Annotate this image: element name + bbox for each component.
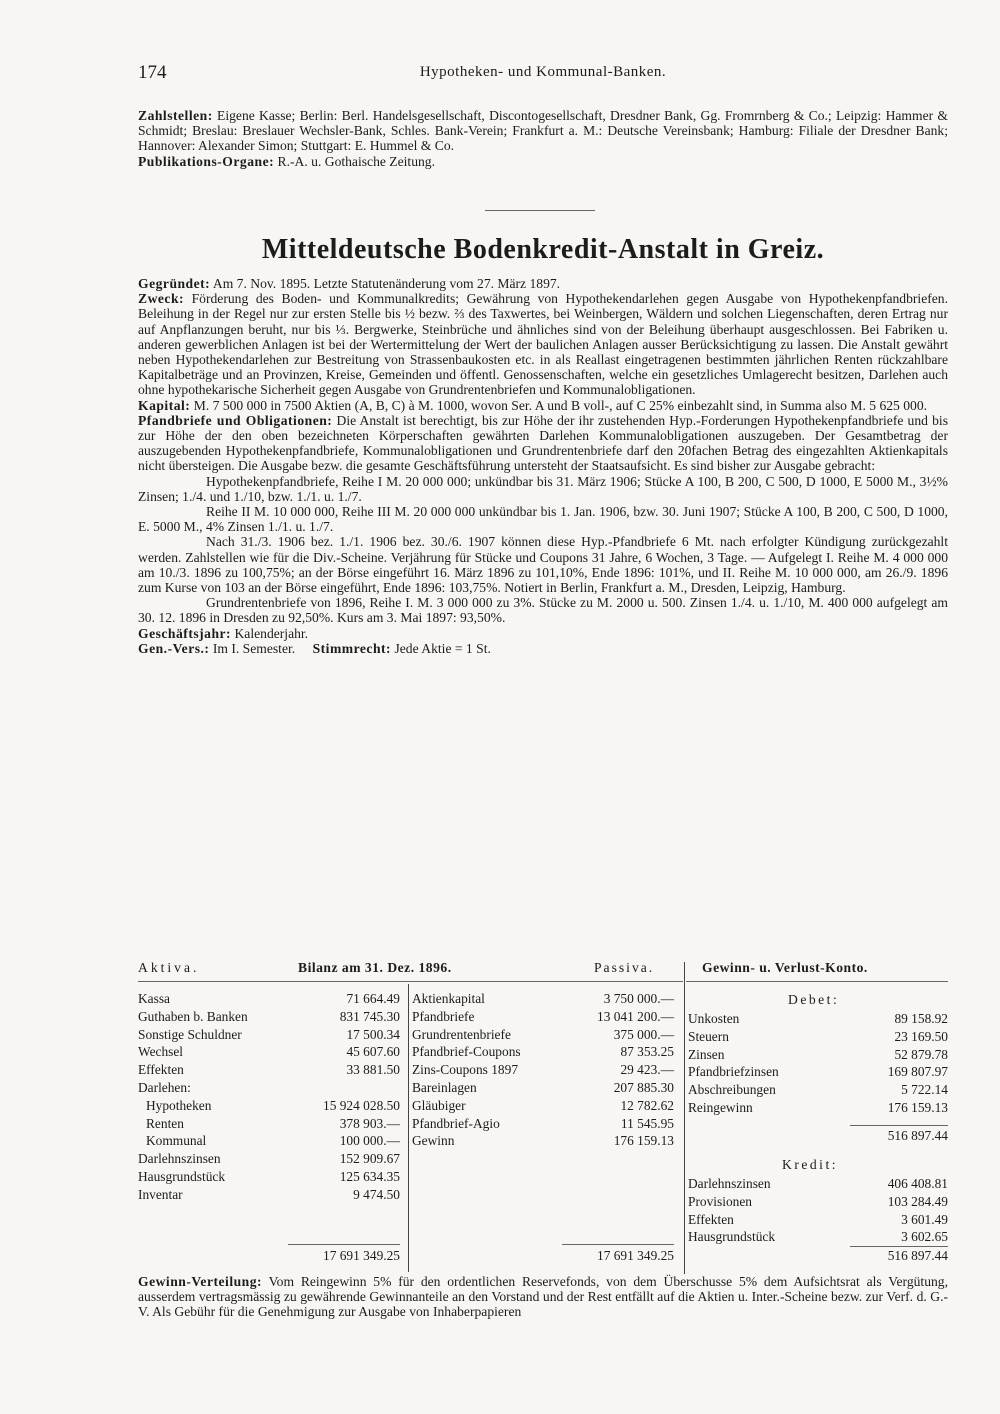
row-value: 15 924 028.50 <box>323 1097 400 1113</box>
table-row <box>138 1150 400 1168</box>
table-row <box>688 1028 948 1046</box>
pfandbriefe-label: Pfandbriefe und Obligationen: <box>138 412 333 428</box>
kredit-total: 516 897.44 <box>887 1248 948 1263</box>
aktiva-total-rule <box>288 1244 400 1245</box>
passiva-total-rule <box>562 1244 674 1245</box>
row-value: 3 601.49 <box>901 1211 948 1227</box>
row-label: Unkosten <box>688 1011 740 1026</box>
row-label: Hypotheken <box>146 1097 212 1113</box>
table-row <box>412 990 674 1008</box>
kapital-label: Kapital: <box>138 397 191 413</box>
row-value: 87 353.25 <box>620 1044 674 1060</box>
pfandbriefe-text: Die Anstalt ist berechtigt, bis zur Höhe der ihr zustehenden Hyp.-Forderungen Hypothekenpfandbriefe und bis zur Höhe der den oben bezeichneten Körperschaften gewährten Darlehen Kommunalobligationen auszugeben. Der Gesamtbetrag der auszugebenden Hypothekenpfandbriefe, Kommunalobligationen und Grundrentenbriefe darf den 20fachen Betrag des eingezahlten Aktienkapitals nicht übersteigen. Die Ausgabe bezw. die gesamte Geschäftsführung untersteht der Staatsaufsicht. Es sind bisher zur Ausgabe gebracht: <box>138 412 948 474</box>
gv-column-divider <box>684 962 685 1274</box>
zahlstellen-text: Eigene Kasse; Berlin: Berl. Handelsgesellschaft, Discontogesellschaft, Dresdner Bank, Gg. Fromrnberg & Co.; Leipzig: Hammer & Schmidt; Breslau: Breslauer Wechsler-Bank, Schles. Bank-Verein; Frankfurt a. M.: Deutsche Vereinsbank; Hamburg: Filiale der Dresdner Bank; Hannover: Alexander Simon; Stuttgart: E. Hummel & Co. <box>138 108 949 154</box>
passiva-label: Passiva. <box>594 960 655 975</box>
aktiva-table <box>138 990 400 1204</box>
row-label: Renten <box>146 1115 184 1131</box>
row-label: Darlehnszinsen <box>688 1176 771 1191</box>
row-value: 17 500.34 <box>346 1026 400 1042</box>
row-value: 378 903.— <box>339 1115 400 1131</box>
gegruendet-text: Am 7. Nov. 1895. Letzte Statutenänderung vom 27. März 1897. <box>212 276 561 291</box>
table-row <box>138 1115 400 1133</box>
row-value: 831 745.30 <box>339 1008 400 1024</box>
row-value: 176 159.13 <box>613 1133 674 1149</box>
row-label: Bareinlagen <box>412 1079 477 1095</box>
geschaeftsjahr-text: Kalenderjahr. <box>234 625 309 641</box>
table-row <box>138 1132 400 1150</box>
row-value: 375 000.— <box>613 1026 674 1042</box>
row-label: Inventar <box>138 1186 183 1202</box>
row-label: Zinsen <box>688 1046 725 1062</box>
row-value: 100 000.— <box>339 1133 400 1149</box>
kredit-table <box>688 1175 948 1246</box>
gv-top-rule <box>686 981 948 982</box>
table-row <box>138 1097 400 1115</box>
row-label: Kommunal <box>146 1133 207 1149</box>
zahlstellen-label: Zahlstellen: <box>138 108 213 123</box>
row-value: 406 408.81 <box>887 1176 948 1191</box>
row-value: 11 545.95 <box>620 1115 674 1131</box>
table-row <box>688 1211 948 1229</box>
publikation-text: R.-A. u. Gothaische Zeitung. <box>277 153 435 169</box>
gv-title: Gewinn- u. Verlust-Konto. <box>702 960 868 975</box>
table-row <box>412 1008 674 1026</box>
gewinnverteilung-text: Vom Reingewinn 5% für den ordentlichen Reservefonds, von dem Überschusse 5% dem Aufsichtsrat als Vergütung, ausserdem vertragsmässig zu gewährende Gewinnanteile an den Vorstand und der Rest entfällt auf die Aktien u. Inter.-Scheine bezw. zur Verf. d. G.-V. Als Gebühr für die Genehmigung zur Ausgabe von Inhaberpapieren <box>138 1274 948 1320</box>
row-label: Abschreibungen <box>688 1082 776 1098</box>
row-label: Hausgrundstück <box>688 1229 776 1245</box>
passiva-total: 17 691 349.25 <box>597 1248 674 1263</box>
row-value: 33 881.50 <box>346 1062 400 1078</box>
table-row <box>412 1097 674 1115</box>
table-row <box>412 1132 674 1150</box>
debet-table <box>688 1010 948 1117</box>
table-row <box>138 1061 400 1079</box>
kredit-label: Kredit: <box>782 1157 839 1172</box>
row-value: 3 602.65 <box>901 1229 948 1245</box>
table-row <box>412 1061 674 1079</box>
debet-label: Debet: <box>788 992 840 1007</box>
bilanz-title: Bilanz am 31. Dez. 1896. <box>298 960 452 975</box>
row-label: Pfandbriefzinsen <box>688 1064 779 1080</box>
debet-total: 516 897.44 <box>887 1128 948 1143</box>
row-label: Kassa <box>138 991 170 1006</box>
row-value: 169 807.97 <box>887 1064 948 1080</box>
table-row <box>688 1175 948 1193</box>
genvers-label: Gen.-Vers.: <box>138 640 210 656</box>
stimmrecht-text: Jede Aktie = 1 St. <box>394 640 491 656</box>
row-label: Darlehen: <box>138 1079 191 1095</box>
table-row <box>688 1046 948 1064</box>
row-value: 89 158.92 <box>894 1011 948 1026</box>
row-label: Effekten <box>688 1211 734 1227</box>
aktiva-total: 17 691 349.25 <box>323 1248 400 1263</box>
table-row <box>138 1008 400 1026</box>
row-value: 52 879.78 <box>894 1046 948 1062</box>
page-number: 174 <box>138 62 167 83</box>
pfandbriefe-para-2: Reihe II M. 10 000 000, Reihe III M. 20 000 000 unkündbar bis 1. Jan. 1906, bzw. 30. Juni 1907; Stücke A 100, B 200, C 500, D 1000, E. 5000 M., 4% Zinsen 1./1. u. 1./7. <box>138 504 948 535</box>
row-label: Gläubiger <box>412 1097 466 1113</box>
row-label: Effekten <box>138 1062 184 1078</box>
bilanz-column-divider <box>408 984 409 1272</box>
row-label: Darlehnszinsen <box>138 1151 221 1167</box>
row-label: Grundrentenbriefe <box>412 1026 511 1042</box>
debet-total-rule <box>850 1125 948 1126</box>
row-label: Zins-Coupons 1897 <box>412 1062 519 1078</box>
kapital-text: M. 7 500 000 in 7500 Aktien (A, B, C) à M. 1000, wovon Ser. A und B voll-, auf C 25% einbezahlt sind, in Summa also M. 5 625 000. <box>193 397 928 413</box>
pfandbriefe-para-1: Hypothekenpfandbriefe, Reihe I M. 20 000 000; unkündbar bis 31. März 1906; Stücke A 100, B 200, C 500, D 1000, E 5000 M., 3½% Zinsen; 1./4. und 1./10, bzw. 1./1. u. 1./7. <box>138 473 948 504</box>
bilanz-top-rule <box>138 981 683 982</box>
zweck-text: Förderung des Boden- und Kommunalkredits; Gewährung von Hypothekendarlehen gegen Ausgabe von Hypothekenpfandbriefen. Beleihung in der Regel nur zur ersten Stelle bis ½ bezw. ⅔ des Taxwertes, bei Weinbergen, Wäldern und solchen Liegenschaften, deren Ertrag nur auf Anpflanzungen beruht, nur bis ⅓. Bergwerke, Steinbrüche und ähnliches sind von der Beleihung überhaupt ausgeschlossen. Bei Fabriken u. anderen gewerblichen Anlagen ist bei der Wertermittelung der Wert der baulichen Anlagen ausser Berücksichtigung zu lassen. Die Anstalt gewährt neben Hypothekendarlehen zur Bestreitung von Strassenbaukosten etc. in als Reallast eingetragenen bestimmten jährlichen Renten rückzahlbare Kapitalbeträge und an Provinzen, Kreise, Gemeinden und öffentl. Genossenschaften, welche ein gesetzliches Umlagerecht besitzen, Darlehen auch ohne hypothekarische Sicherheit gegen Ausgabe von Grundrentenbriefen und Kommunalobligationen. <box>138 291 948 398</box>
row-label: Pfandbriefe <box>412 1008 475 1024</box>
table-row <box>138 1168 400 1186</box>
genvers-text: Im I. Semester. <box>212 640 296 656</box>
row-value: 125 634.35 <box>339 1168 400 1184</box>
table-row <box>688 1099 948 1117</box>
table-row <box>138 1079 400 1097</box>
intro-section <box>138 108 948 169</box>
row-value: 13 041 200.— <box>597 1008 674 1024</box>
company-details <box>138 276 948 656</box>
table-row <box>412 1026 674 1044</box>
table-row <box>138 1026 400 1044</box>
company-title: Mitteldeutsche Bodenkredit-Anstalt in Greiz. <box>261 234 825 265</box>
geschaeftsjahr-label: Geschäftsjahr: <box>138 625 232 641</box>
row-label: Gewinn <box>412 1133 455 1149</box>
table-row <box>138 1186 400 1204</box>
row-value: 207 885.30 <box>613 1079 674 1095</box>
row-value: 23 169.50 <box>894 1028 948 1044</box>
row-label: Steuern <box>688 1028 729 1044</box>
zweck-label: Zweck: <box>138 291 185 307</box>
row-value: 3 750 000.— <box>603 991 674 1006</box>
gegruendet-label: Gegründet: <box>138 276 211 291</box>
stimmrecht-label: Stimmrecht: <box>312 640 392 656</box>
row-label: Pfandbrief-Coupons <box>412 1044 521 1060</box>
table-row <box>688 1228 948 1246</box>
section-divider <box>485 210 595 211</box>
row-label: Wechsel <box>138 1044 184 1060</box>
table-row <box>412 1043 674 1061</box>
table-row <box>688 1081 948 1099</box>
row-value: 152 909.67 <box>339 1151 400 1167</box>
row-label: Reingewinn <box>688 1099 753 1115</box>
page-header <box>138 62 948 88</box>
row-value: 5 722.14 <box>901 1082 948 1098</box>
row-value: 9 474.50 <box>353 1186 400 1202</box>
table-row <box>688 1063 948 1081</box>
row-label: Sonstige Schuldner <box>138 1026 242 1042</box>
row-label: Pfandbrief-Agio <box>412 1115 500 1131</box>
table-row <box>688 1010 948 1028</box>
table-row <box>688 1193 948 1211</box>
row-value: 45 607.60 <box>346 1044 400 1060</box>
aktiva-label: Aktiva. <box>138 960 200 975</box>
publikation-label: Publikations-Organe: <box>138 153 275 169</box>
row-value: 29 423.— <box>620 1062 674 1078</box>
row-label: Aktienkapital <box>412 991 485 1006</box>
row-label: Guthaben b. Banken <box>138 1008 248 1024</box>
table-row <box>138 990 400 1008</box>
gewinnverteilung-section <box>138 1274 948 1320</box>
pfandbriefe-para-4: Grundrentenbriefe von 1896, Reihe I. M. 3 000 000 zu 3%. Stücke zu M. 2000 u. 500. Zinsen 1./4. u. 1./10, M. 400 000 aufgelegt am 30. 12. 1896 in Dresden zu 92,50%. Kurs am 3. Mai 1897: 93,50%. <box>138 595 948 626</box>
row-value: 103 284.49 <box>887 1193 948 1209</box>
passiva-table <box>412 990 674 1150</box>
row-value: 71 664.49 <box>346 991 400 1006</box>
gewinnverteilung-label: Gewinn-Verteilung: <box>138 1274 263 1289</box>
row-value: 12 782.62 <box>620 1097 674 1113</box>
row-label: Provisionen <box>688 1193 752 1209</box>
table-row <box>412 1079 674 1097</box>
pfandbriefe-para-3: Nach 31./3. 1906 bez. 1./1. 1906 bez. 30./6. 1907 können diese Hyp.-Pfandbriefe 6 Mt. nach erfolgter Kündigung zurückgezahlt werden. Zahlstellen wie für die Div.-Scheine. Verjährung für Stücke und Coupons 31 Jahre, 6 Wochen, 3 Tage. — Aufgelegt I. Reihe M. 4 000 000 am 10./3. 1896 zu 100,75%; an der Börse eingeführt 16. März 1896 zu 101,10%, Ende 1896: 101%, und II. Reihe M. 10 000 000, am 26./9. 1896 zum Kurse von 103 an der Börse eingeführt, Ende 1896: 103,75%. Notiert in Berlin, Frankfurt a. M., Dresden, Leipzig, Hamburg. <box>138 534 948 596</box>
table-row <box>138 1043 400 1061</box>
table-row <box>412 1115 674 1133</box>
row-label: Hausgrundstück <box>138 1168 226 1184</box>
running-head: Hypotheken- und Kommunal-Banken. <box>419 64 667 80</box>
row-value: 176 159.13 <box>887 1099 948 1115</box>
